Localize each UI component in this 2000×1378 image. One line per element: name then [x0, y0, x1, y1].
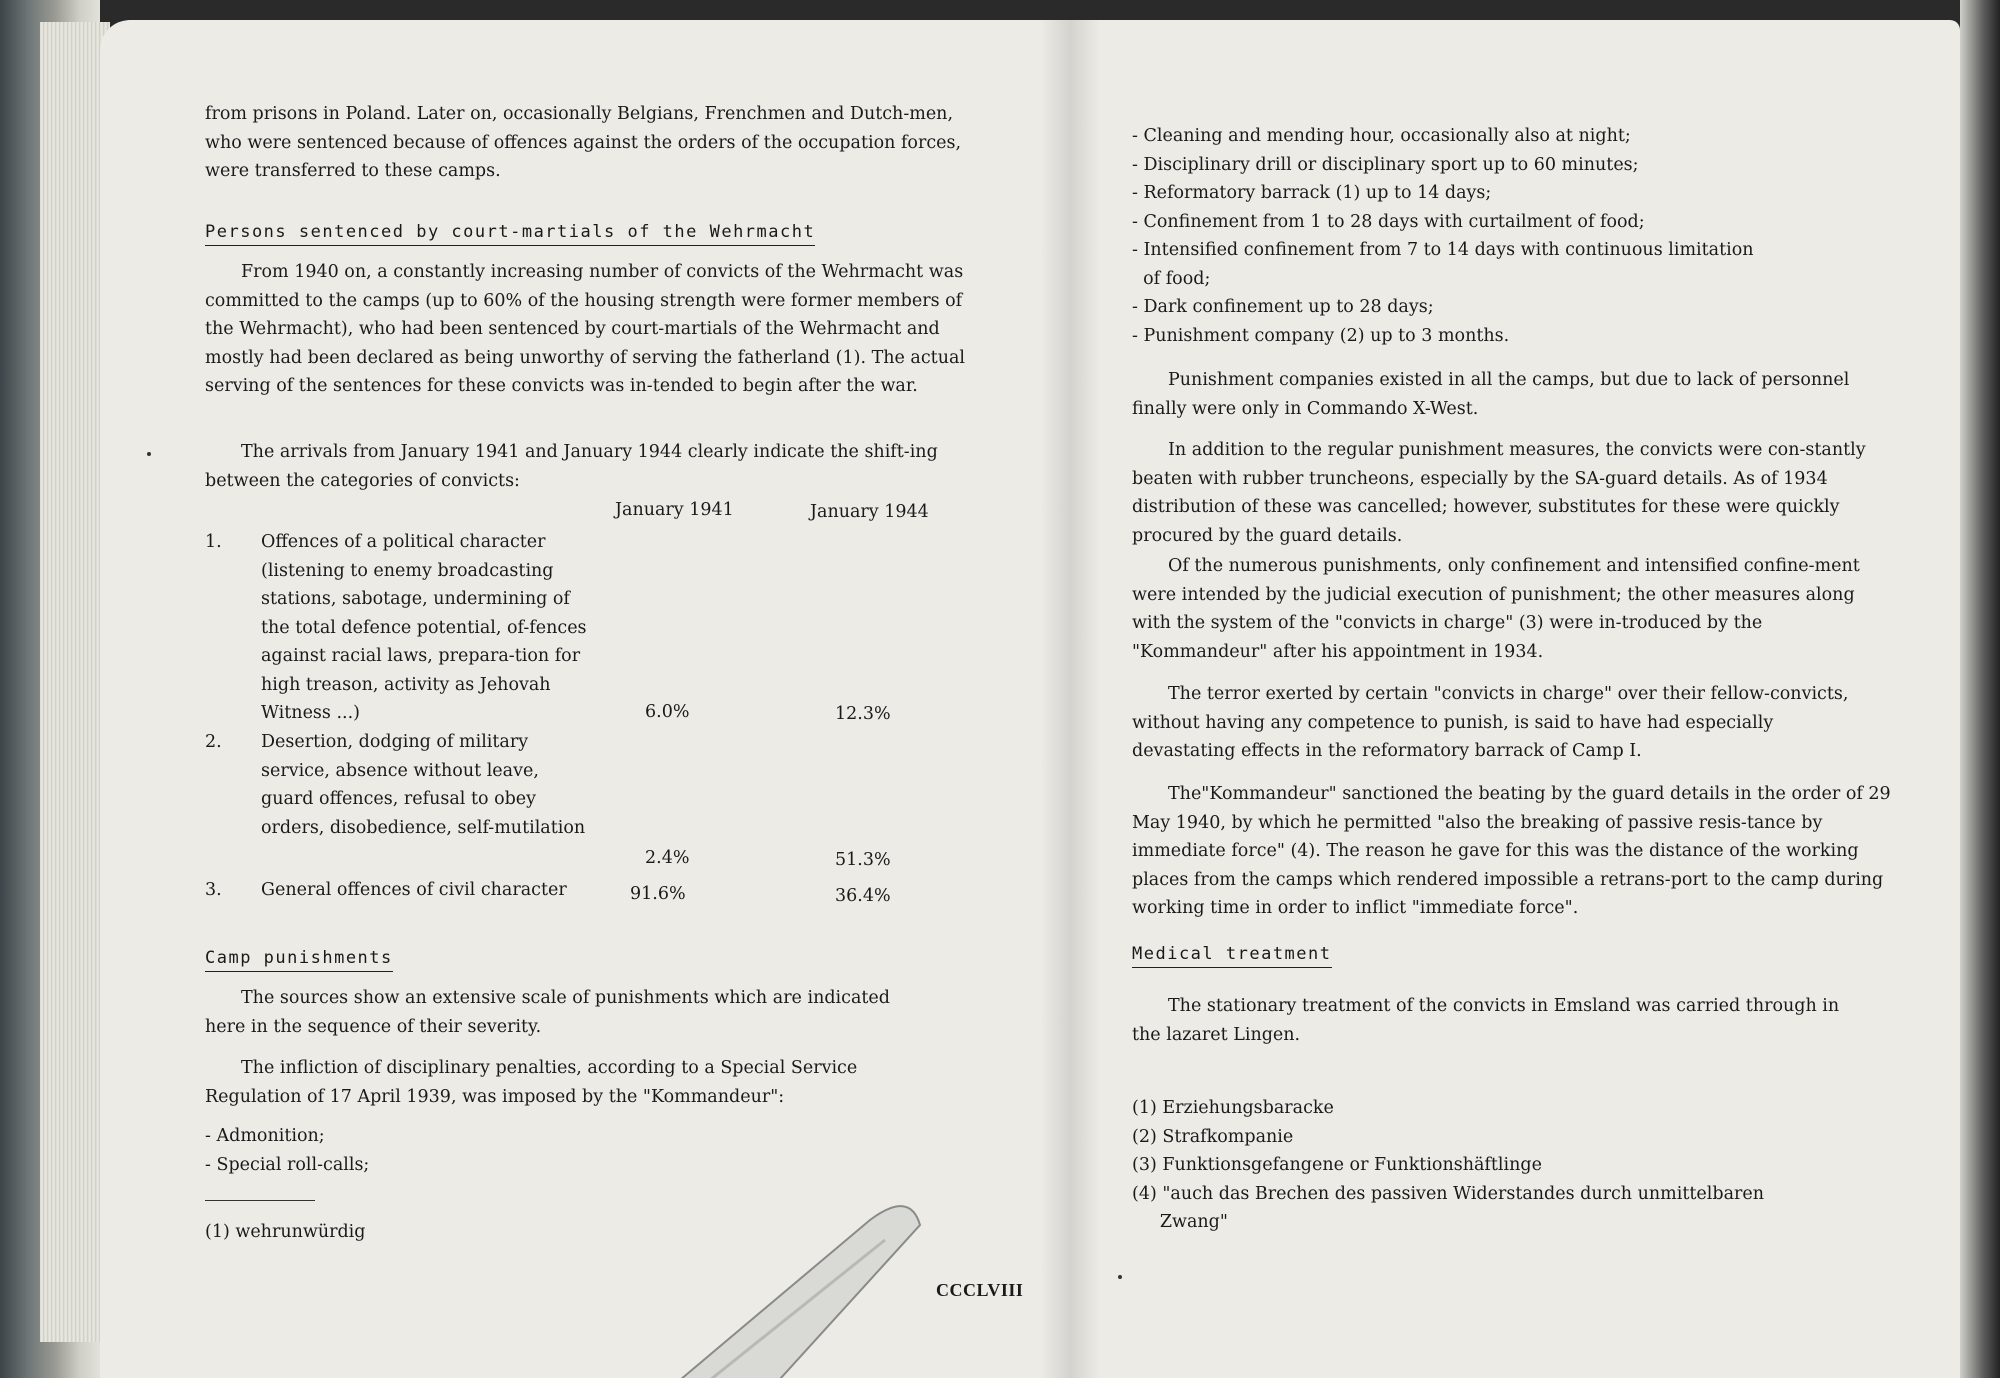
value-1941: 2.4% [645, 848, 690, 868]
penalty-list [205, 1122, 369, 1179]
section-heading-medical-treatment: Medical treatment [1132, 941, 1332, 968]
list-item: - Admonition; [205, 1126, 325, 1146]
paragraph-disciplinary-penalties: The infliction of disciplinary penalties, according to a Special Service Regulation of 17 April 1939, was imposed by the "Kommandeur": [205, 1058, 858, 1107]
list-item: - Cleaning and mending hour, occasionally also at night; [1132, 126, 1631, 146]
section-heading-camp-punishments: Camp punishments [205, 945, 393, 972]
paragraph-punishment-scale: The sources show an extensive scale of punishments which are indicated here in the sequence of their severity. [205, 988, 890, 1037]
punishment-list [1132, 122, 1754, 350]
footnote-rule [205, 1200, 315, 1201]
value-1941: 6.0% [645, 702, 690, 722]
list-item: - Dark confinement up to 28 days; [1132, 297, 1434, 317]
row-description: Offences of a political character (listening to enemy broadcasting stations, sabotage, undermining of the total defence potential, of-fences against racial laws, prepara-tion for high treason, activity as Jehovah Witness ...) [261, 532, 587, 723]
list-item: - Special roll-calls; [205, 1154, 370, 1175]
value-1944: 51.3% [835, 850, 891, 870]
section-heading-court-martials: Persons sentenced by court-martials of the Wehrmacht [205, 219, 815, 246]
paragraph-punishment-companies: Punishment companies existed in all the camps, but due to lack of personnel finally were only in Commando X-West. [1132, 370, 1850, 419]
row-number: 2. [205, 732, 222, 752]
paragraph-wehrmacht-convicts: From 1940 on, a constantly increasing number of convicts of the Wehrmacht was committed to the camps (up to 60% of the housing strength were former members of the Wehrmacht), who had been sentenced by court-martials of the Wehrmacht and mostly had been declared as being unworthy of serving the fatherland (1). The actual serving of the sentences for these convicts was in-tended to begin after the war. [205, 262, 965, 396]
paragraph-judicial-execution: Of the numerous punishments, only confinement and intensified confine-ment were intended by the judicial execution of punishment; the other measures along with the system of the "convicts in charge" (3) were in-troduced by the "Kommandeur" after his appointment in 1934. [1132, 556, 1860, 662]
column-header-1944: January 1944 [810, 502, 929, 522]
right-page-edge [1960, 0, 2000, 1378]
paragraph-medical: The stationary treatment of the convicts in Emsland was carried through in the lazaret Lingen. [1132, 996, 1840, 1045]
table-row [205, 728, 995, 876]
footnotes [1132, 1094, 1764, 1237]
row-number: 1. [205, 532, 222, 552]
value-1944: 36.4% [835, 886, 891, 906]
paragraph-arrivals: The arrivals from January 1941 and January 1944 clearly indicate the shift-ing between the categories of convicts: [205, 442, 938, 491]
paragraph-beatings: In addition to the regular punishment measures, the convicts were con-stantly beaten with rubber truncheons, especially by the SA-guard details. As of 1934 distribution of these was cancelled; however, substitutes for these were quickly procured by the guard details. [1132, 440, 1866, 546]
footnote: (1) wehrunwürdig [205, 1222, 366, 1242]
row-description: Desertion, dodging of military service, absence without leave, guard offences, refusal to obey orders, disobedience, self-mutilation [261, 732, 586, 838]
list-item: - Punishment company (2) up to 3 months. [1132, 325, 1510, 346]
value-1941: 91.6% [630, 884, 686, 904]
ink-speck [147, 452, 151, 456]
footnote: (1) Erziehungsbaracke [1132, 1098, 1334, 1118]
footnote: (3) Funktionsgefangene or Funktionshäftlinge [1132, 1155, 1542, 1175]
row-description: General offences of civil character [261, 880, 567, 900]
paragraph-terror: The terror exerted by certain "convicts in charge" over their fellow-convicts, without having any competence to punish, is said to have had especially devastating effects in the reformatory barrack of Camp I. [1132, 684, 1849, 761]
page-number: CCCLVIII [936, 1280, 1024, 1300]
ink-speck [1118, 1275, 1122, 1279]
footnote: (4) "auch das Brechen des passiven Widerstandes durch unmittelbaren [1132, 1183, 1765, 1204]
column-header-1941: January 1941 [615, 500, 734, 520]
list-item: of food; [1132, 268, 1211, 289]
footnote: Zwang" [1132, 1212, 1228, 1232]
page-holder-tool [620, 1130, 1040, 1378]
row-number: 3. [205, 880, 222, 900]
table-row [205, 876, 995, 906]
list-item: - Disciplinary drill or disciplinary sport up to 60 minutes; [1132, 154, 1639, 175]
table-header [205, 496, 995, 524]
list-item: - Confinement from 1 to 28 days with curtailment of food; [1132, 211, 1645, 232]
value-1944: 12.3% [835, 704, 891, 724]
intro-paragraph: from prisons in Poland. Later on, occasionally Belgians, Frenchmen and Dutch-men, who were sentenced because of offences against the orders of the occupation forces, were transferred to these camps. [205, 104, 962, 181]
footnote: (2) Strafkompanie [1132, 1126, 1294, 1147]
table-row [205, 528, 995, 724]
book-gutter [1040, 20, 1100, 1378]
list-item: - Reformatory barrack (1) up to 14 days; [1132, 183, 1492, 203]
convict-category-table [205, 496, 995, 906]
list-item: - Intensified confinement from 7 to 14 days with continuous limitation [1132, 240, 1754, 260]
paragraph-kommandeur-order: The"Kommandeur" sanctioned the beating by the guard details in the order of 29 May 1940, by which he permitted "also the breaking of passive resis-tance by immediate force" (4). The reason he gave for this was the distance of the working places from the camps which rendered impossible a retrans-port to the camp during working time in order to inflict "immediate force". [1132, 784, 1891, 918]
